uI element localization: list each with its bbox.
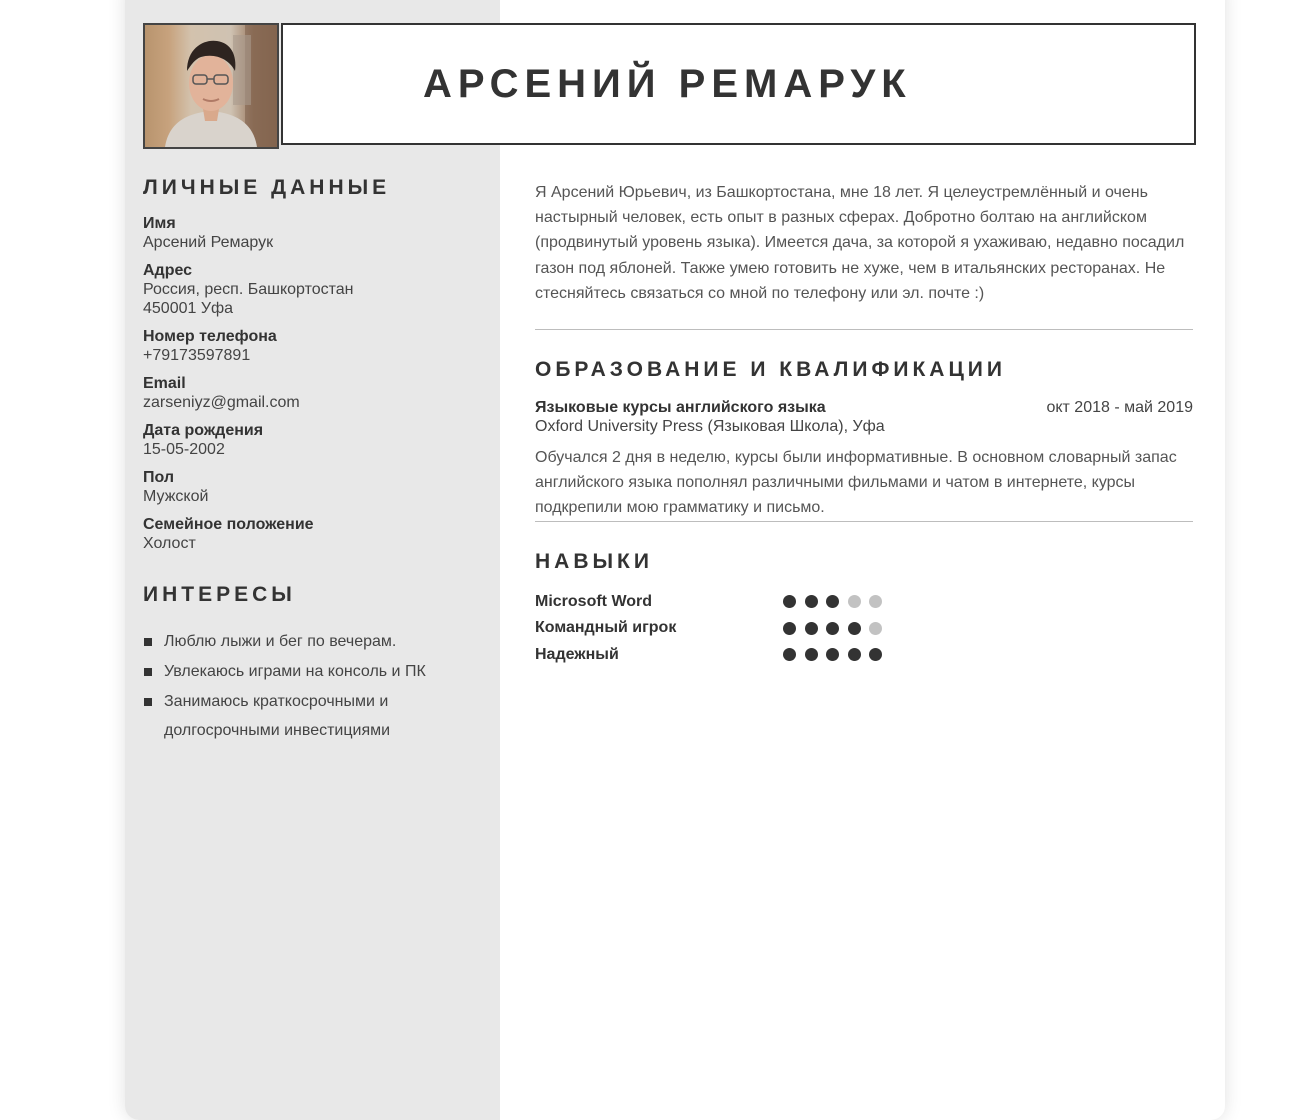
personal-field-name	[143, 214, 483, 252]
personal-field-email	[143, 374, 483, 412]
interests-list	[143, 627, 483, 745]
field-value: Мужской	[143, 488, 209, 505]
resume-page	[125, 0, 1225, 1120]
field-label: Email	[143, 375, 186, 392]
rating-dot-filled	[783, 622, 796, 635]
interest-item	[143, 627, 483, 656]
interest-text: Увлекаюсь играми на консоль и ПК	[164, 663, 426, 680]
field-label: Пол	[143, 469, 175, 486]
skill-name: Надежный	[535, 645, 619, 663]
name-header	[281, 23, 1196, 145]
skill-row	[535, 615, 1193, 642]
skill-name: Microsoft Word	[535, 592, 653, 610]
rating-dot-filled	[848, 622, 861, 635]
personal-section-title: ЛИЧНЫЕ ДАННЫЕ	[143, 176, 391, 199]
interest-text: Занимаюсь краткосрочными и долгосрочными инвестициями	[164, 693, 391, 739]
interest-item	[143, 687, 483, 745]
skills-section-title: НАВЫКИ	[535, 549, 653, 573]
personal-field-gender	[143, 468, 483, 506]
rating-dot-filled	[805, 622, 818, 635]
rating-dot-filled	[783, 595, 796, 608]
main-content	[535, 180, 1193, 668]
field-label: Имя	[143, 215, 176, 232]
education-dates: окт 2018 - май 2019	[1046, 399, 1193, 417]
interest-item	[143, 657, 483, 686]
education-school: Oxford University Press (Языковая Школа), Уфа	[535, 418, 885, 436]
about-text: Я Арсений Юрьевич, из Башкортостана, мне 18 лет. Я целеустремлённый и очень настырный человек, есть опыт в разных сферах. Добротно болтаю на английском (продвинутый уровень языка). Имеется дача, за которой я ухаживаю, недавно посадил газон под яблоней. Также умею готовить не хуже, чем в итальянских ресторанах. Не стесняйтесь связаться со мной по телефону или эл. почте :)	[535, 184, 1185, 302]
field-value-line2: 450001 Уфа	[143, 300, 234, 317]
field-value: 15-05-2002	[143, 441, 225, 458]
personal-field-marital	[143, 515, 483, 553]
field-label: Дата рождения	[143, 422, 264, 439]
skill-name: Командный игрок	[535, 619, 677, 637]
personal-field-phone	[143, 327, 483, 365]
profile-photo	[143, 23, 279, 149]
rating-dot-empty	[848, 595, 861, 608]
skill-rating	[783, 622, 891, 635]
square-bullet-icon	[144, 698, 152, 706]
personal-data-list	[143, 214, 483, 553]
rating-dot-filled	[826, 595, 839, 608]
skill-rating	[783, 648, 891, 661]
education-entry-header	[535, 399, 1193, 417]
skill-rating	[783, 595, 891, 608]
field-value: +79173597891	[143, 347, 251, 364]
square-bullet-icon	[144, 638, 152, 646]
rating-dot-filled	[826, 622, 839, 635]
field-value: zarseniyz@gmail.com	[143, 394, 300, 411]
rating-dot-filled	[826, 648, 839, 661]
field-label: Семейное положение	[143, 516, 314, 533]
full-name: АРСЕНИЙ РЕМАРУК	[423, 61, 912, 106]
rating-dot-filled	[805, 648, 818, 661]
rating-dot-empty	[869, 622, 882, 635]
interest-text: Люблю лыжи и бег по вечерам.	[164, 633, 397, 650]
skill-row	[535, 589, 1193, 616]
divider	[535, 521, 1193, 522]
education-description: Обучался 2 дня в неделю, курсы были информативные. В основном словарный запас английского языка пополнял различными фильмами и чатом в интернете, курсы подкрепили мою грамматику и письмо.	[535, 449, 1177, 517]
rating-dot-filled	[869, 648, 882, 661]
sidebar-content	[143, 176, 483, 746]
field-value: Россия, респ. Башкортостан	[143, 281, 354, 298]
skill-row	[535, 642, 1193, 669]
rating-dot-empty	[869, 595, 882, 608]
field-label: Номер телефона	[143, 328, 277, 345]
square-bullet-icon	[144, 668, 152, 676]
education-course: Языковые курсы английского языка	[535, 399, 826, 417]
rating-dot-filled	[848, 648, 861, 661]
field-value: Арсений Ремарук	[143, 234, 274, 251]
field-value: Холост	[143, 535, 196, 552]
rating-dot-filled	[805, 595, 818, 608]
skills-list	[535, 589, 1193, 669]
field-label: Адрес	[143, 262, 193, 279]
education-section-title: ОБРАЗОВАНИЕ И КВАЛИФИКАЦИИ	[535, 358, 1006, 382]
divider	[535, 329, 1193, 330]
personal-field-address	[143, 261, 483, 318]
personal-field-birthdate	[143, 421, 483, 459]
rating-dot-filled	[783, 648, 796, 661]
interests-section-title: ИНТЕРЕСЫ	[143, 583, 296, 606]
